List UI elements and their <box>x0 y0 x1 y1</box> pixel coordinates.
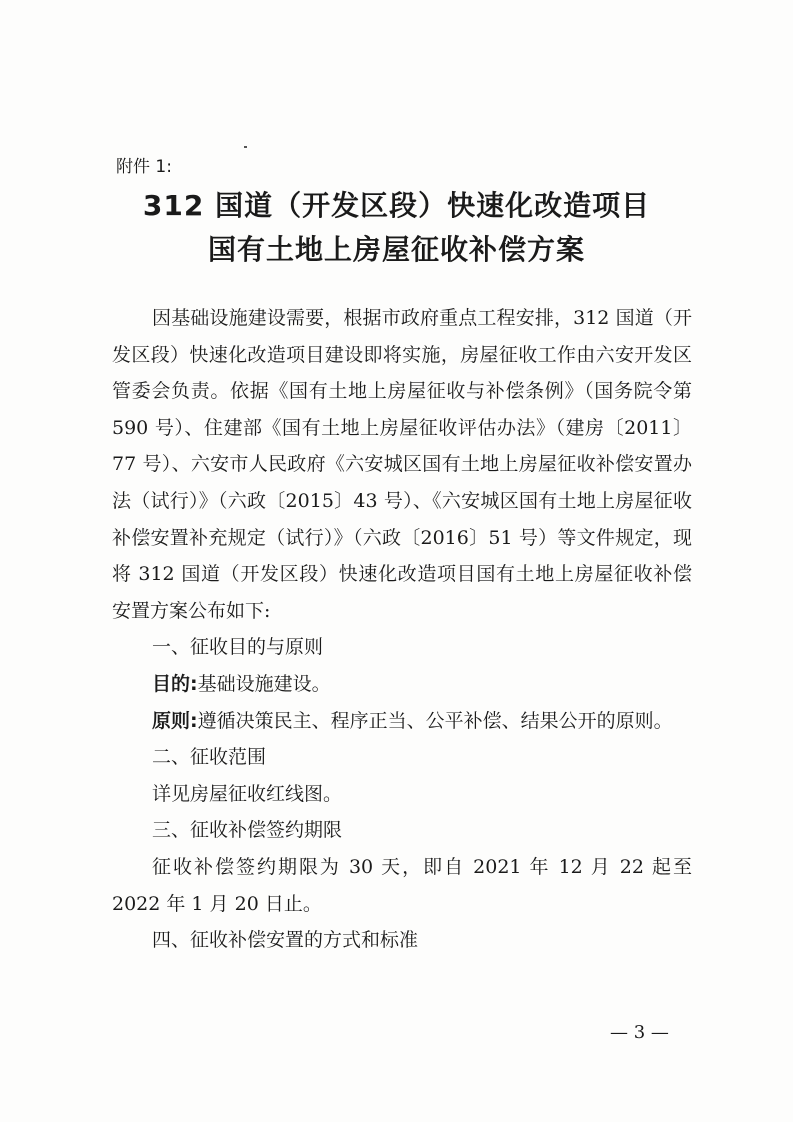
purpose-text: 基础设施建设。 <box>197 672 331 695</box>
principle-label: 原则: <box>152 709 198 732</box>
document-title-line-1: 312 国道（开发区段）快速化改造项目 <box>142 189 651 222</box>
scan-speck <box>244 146 247 148</box>
purpose-label: 目的: <box>152 672 198 695</box>
section-2-heading: 二、征收范围 <box>152 746 267 769</box>
intro-paragraph: 因基础设施建设需要，根据市政府重点工程安排，312 国道（开发区段）快速化改造项目建设即将实施，房屋征收工作由六安开发区管委会负责。依据《国有土地上房屋征收与补偿条例》（国务院令第 590 号）、住建部《国有土地上房屋征收评估办法》（建房〔2011〕77 号）、六安市人民政府《六安城区国有土地上房屋征收补偿安置办法（试行）》（六政〔2015〕43 号）、《六安城区国有土地上房屋征收补偿安置补充规定（试行）》（六政〔2016〕51 号）等文件规定，现将 312 国道（开发区段）快速化改造项目国有土地上房屋征收补偿安置方案公布如下: <box>112 307 692 622</box>
document-body <box>112 300 692 959</box>
section-4-heading: 四、征收补偿安置的方式和标准 <box>152 929 419 952</box>
page-number: — 3 — <box>610 1022 669 1043</box>
purpose-paragraph <box>112 666 692 703</box>
document-title-line-2: 国有土地上房屋征收补偿方案 <box>207 233 585 266</box>
section-3-text: 征收补偿签约期限为 30 天，即自 2021 年 12 月 22 起至 2022 年 1 月 20 日止。 <box>112 855 692 915</box>
principle-text: 遵循决策民主、程序正当、公平补偿、结果公开的原则。 <box>197 709 673 732</box>
section-3-heading: 三、征收补偿签约期限 <box>152 819 343 842</box>
principle-paragraph <box>112 703 692 740</box>
section-1-heading: 一、征收目的与原则 <box>152 636 324 659</box>
section-2-text: 详见房屋征收红线图。 <box>152 782 343 805</box>
attachment-label: 附件 1: <box>116 157 172 177</box>
